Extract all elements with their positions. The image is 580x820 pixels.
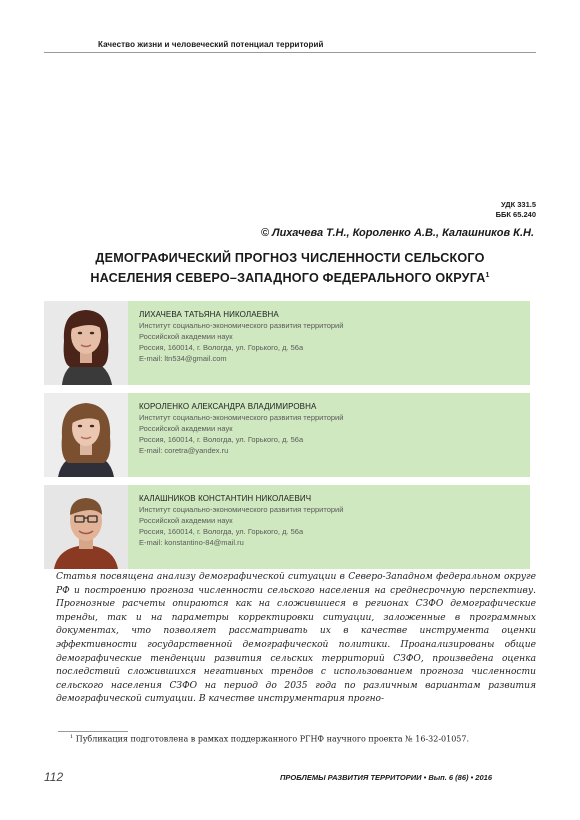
author-address: Россия, 160014, г. Вологда, ул. Горького, д. 56а xyxy=(139,343,304,352)
author-card xyxy=(44,393,530,477)
footnote-text: Публикация подготовлена в рамках поддержанного РГНФ научного проекта № 16-32-01057. xyxy=(75,734,470,744)
author-info xyxy=(139,309,343,364)
author-academy: Российской академии наук xyxy=(139,516,233,525)
author-name: ЛИХАЧЕВА ТАТЬЯНА НИКОЛАЕВНА xyxy=(139,310,279,319)
author-info xyxy=(139,401,343,456)
footnote-mark: 1 xyxy=(70,734,74,740)
article-title xyxy=(44,250,536,287)
author-photo xyxy=(44,393,128,477)
author-institute: Институт социально-экономического развития территорий xyxy=(139,413,344,422)
authors-copyright-line: © Лихачева Т.Н., Короленко А.В., Калашников К.Н. xyxy=(260,227,534,239)
author-info xyxy=(139,493,343,548)
author-institute: Институт социально-экономического развития территорий xyxy=(139,321,344,330)
header-rule xyxy=(44,52,536,53)
author-name: КАЛАШНИКОВ КОНСТАНТИН НИКОЛАЕВИЧ xyxy=(139,494,312,503)
author-name: КОРОЛЕНКО АЛЕКСАНДРА ВЛАДИМИРОВНА xyxy=(139,402,317,411)
title-footnote-mark: 1 xyxy=(485,272,490,279)
title-line-1: ДЕМОГРАФИЧЕСКИЙ ПРОГНОЗ ЧИСЛЕННОСТИ СЕЛЬСКОГО xyxy=(95,251,485,265)
author-address: Россия, 160014, г. Вологда, ул. Горького, д. 56а xyxy=(139,527,304,536)
author-address: Россия, 160014, г. Вологда, ул. Горького, д. 56а xyxy=(139,435,304,444)
author-academy: Российской академии наук xyxy=(139,424,233,433)
udk-code: УДК 331.5 xyxy=(500,200,536,209)
running-header: Качество жизни и человеческий потенциал территорий xyxy=(98,40,324,49)
author-email[interactable]: E-mail: konstantino-84@mail.ru xyxy=(139,538,244,547)
author-email[interactable]: E-mail: ltn534@gmail.com xyxy=(139,354,227,363)
title-line-2: НАСЕЛЕНИЯ СЕВЕРО–ЗАПАДНОГО ФЕДЕРАЛЬНОГО ОКРУГА$^1$ xyxy=(90,271,490,286)
footnote-rule xyxy=(58,731,128,732)
author-card xyxy=(44,485,530,569)
author-photo xyxy=(44,485,128,569)
author-photo xyxy=(44,301,128,385)
author-email[interactable]: E-mail: coretra@yandex.ru xyxy=(139,446,229,455)
classification-codes xyxy=(496,200,536,220)
author-institute: Институт социально-экономического развития территорий xyxy=(139,505,344,514)
footnote xyxy=(70,734,469,744)
bbk-code: ББК 65.240 xyxy=(495,210,536,219)
page-number: 112 xyxy=(44,770,64,784)
author-academy: Российской академии наук xyxy=(139,332,233,341)
journal-footer: ПРОБЛЕМЫ РАЗВИТИЯ ТЕРРИТОРИИ • Вып. 6 (86) • 2016 xyxy=(280,773,492,782)
author-card xyxy=(44,301,530,385)
abstract-text: Статья посвящена анализу демографической ситуации в Северо-Западном федеральном округе РФ и построению прогноза численности сельского населения на среднесрочную перспективу. Прогнозные расчеты опираются как на сложившиеся в регионах СЗФО демографические тренды, так и на параметры корректировки ситуации, заложенные в программных документах, что позволяет рассматривать их в качестве инструмента оценки эффективности государственной демографической политики. Проанализированы общие демографические тенденции развития сельских территорий СЗФО, произведена оценка последствий сложившихся негативных трендов с использованием прогноза численности сельского населения СЗФО на период до 2035 года по различным вариантам развития демографической ситуации. В качестве инструментария прогно- xyxy=(56,572,536,705)
